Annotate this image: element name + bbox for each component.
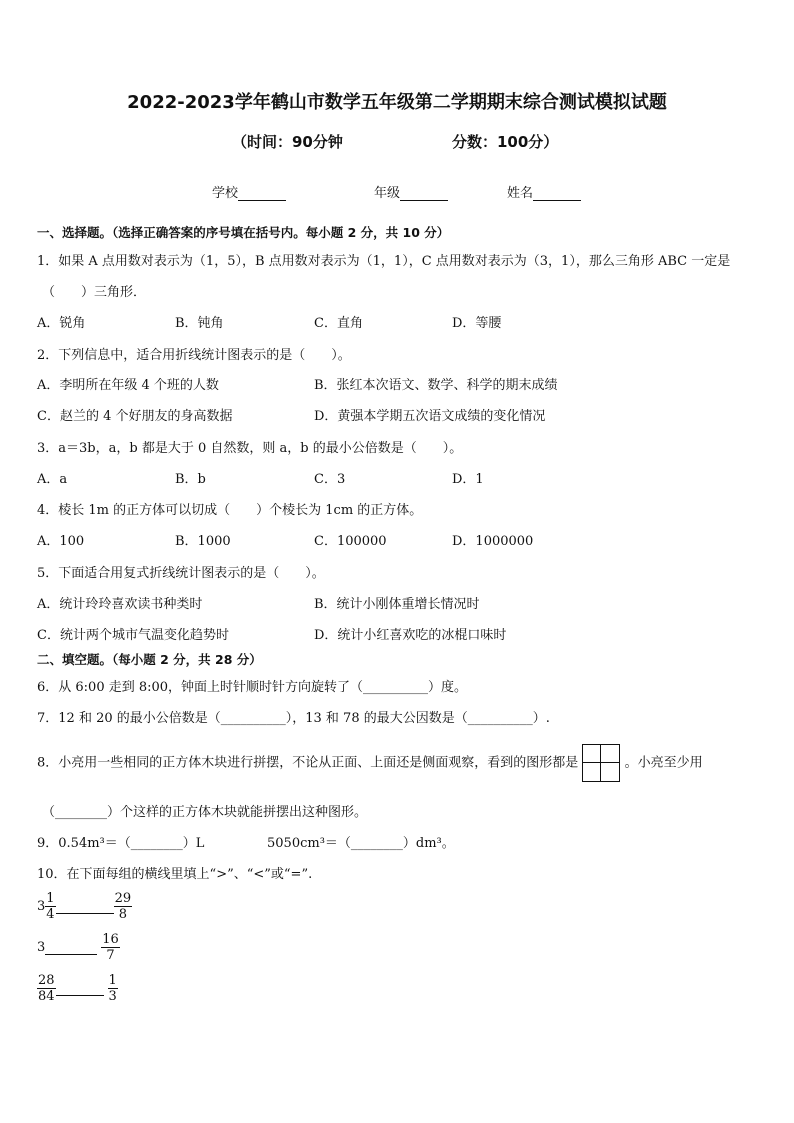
option: B．张红本次语文、数学、科学的期末成绩 bbox=[314, 378, 558, 393]
fraction: $\frac{1}{3}$ bbox=[108, 973, 117, 1004]
school-field bbox=[212, 182, 286, 201]
option: D．1000000 bbox=[452, 534, 534, 549]
question-8-line bbox=[37, 744, 703, 782]
option: C．3 bbox=[314, 472, 346, 487]
option: C．赵兰的 4 个好朋友的身高数据 bbox=[37, 409, 233, 424]
question-text: 5．下面适合用复式折线统计图表示的是（ ）。 bbox=[37, 566, 325, 581]
grade-blank bbox=[400, 188, 448, 201]
school-blank bbox=[238, 188, 286, 201]
option: B．1000 bbox=[175, 534, 231, 549]
question-text: 10．在下面每组的横线里填上“>”、“<”或“=”. bbox=[37, 867, 313, 882]
question-text: 6．从 6:00 走到 8:00，钟面上时针顺时针方向旋转了（__________）度。 bbox=[37, 680, 468, 695]
fraction: $\frac{29}{8}$ bbox=[114, 891, 132, 922]
question-text: 5050cm³＝（________）dm³。 bbox=[267, 836, 455, 851]
option: A．统计玲玲喜欢读书种类时 bbox=[37, 597, 203, 612]
option: B．b bbox=[175, 472, 206, 487]
option: C．100000 bbox=[314, 534, 387, 549]
question-text: 3．a＝3b，a，b 都是大于 0 自然数，则 a，b 的最小公倍数是（ ）。 bbox=[37, 441, 463, 456]
option: C．直角 bbox=[314, 316, 363, 331]
whole-number: 3 bbox=[37, 940, 46, 955]
name-label: 姓名 bbox=[507, 186, 534, 201]
option: C．统计两个城市气温变化趋势时 bbox=[37, 628, 229, 643]
question-text: （________）个这样的正方体木块就能拼摆出这种图形。 bbox=[42, 805, 368, 820]
answer-blank[interactable] bbox=[45, 940, 97, 955]
answer-blank[interactable] bbox=[56, 981, 104, 996]
option: A．a bbox=[37, 472, 68, 487]
question-text: 9．0.54m³＝（________）L bbox=[37, 836, 205, 851]
page-title: 2022-2023学年鹤山市数学五年级第二学期期末综合测试模拟试题 bbox=[127, 92, 667, 113]
fraction: $\frac{16}{7}$ bbox=[102, 932, 119, 963]
question-text: 8．小亮用一些相同的正方体木块进行拼摆，不论从正面、上面还是侧面观察，看到的图形都是 bbox=[37, 755, 579, 771]
comparison-row bbox=[37, 932, 120, 963]
section-heading: 二、填空题。（每小题 2 分，共 28 分） bbox=[37, 652, 262, 667]
question-text: 。小亮至少用 bbox=[624, 755, 703, 771]
question-text: 7．12 和 20 的最小公倍数是（__________），13 和 78 的最大公因数是（__________）. bbox=[37, 711, 550, 726]
option: D．黄强本学期五次语文成绩的变化情况 bbox=[314, 409, 546, 424]
option: B．统计小刚体重增长情况时 bbox=[314, 597, 480, 612]
option: D．1 bbox=[452, 472, 484, 487]
time-info: （时间：90分钟 bbox=[232, 133, 343, 151]
section-heading: 一、选择题。（选择正确答案的序号填在括号内。每小题 2 分，共 10 分） bbox=[37, 225, 450, 240]
fraction: $\frac{1}{4}$ bbox=[46, 891, 55, 922]
comparison-row bbox=[37, 973, 118, 1004]
question-text: 1．如果 A 点用数对表示为（1，5），B 点用数对表示为（1，1），C 点用数对表示为（3，1），那么三角形 ABC 一定是 bbox=[37, 254, 731, 269]
grade-field bbox=[374, 182, 448, 201]
score-info: 分数：100分） bbox=[452, 133, 559, 151]
option: A．李明所在年级 4 个班的人数 bbox=[37, 378, 219, 393]
option: A．锐角 bbox=[37, 316, 86, 331]
square-grid-figure bbox=[582, 744, 620, 782]
school-label: 学校 bbox=[212, 186, 239, 201]
name-blank bbox=[533, 188, 581, 201]
option: A．100 bbox=[37, 534, 85, 549]
question-text: （ ）三角形． bbox=[42, 285, 147, 300]
question-text: 2．下列信息中，适合用折线统计图表示的是（ ）。 bbox=[37, 348, 351, 363]
fraction: $\frac{28}{84}$ bbox=[38, 973, 55, 1004]
answer-blank[interactable] bbox=[56, 899, 114, 914]
option: D．等腰 bbox=[452, 316, 502, 331]
name-field bbox=[507, 182, 581, 201]
option: D．统计小红喜欢吃的冰棍口味时 bbox=[314, 628, 507, 643]
whole-number: 3 bbox=[37, 899, 46, 914]
grade-label: 年级 bbox=[374, 186, 401, 201]
option: B．钝角 bbox=[175, 316, 224, 331]
question-text: 4．棱长 1m 的正方体可以切成（ ）个棱长为 1cm 的正方体。 bbox=[37, 503, 423, 518]
comparison-row bbox=[37, 891, 132, 922]
